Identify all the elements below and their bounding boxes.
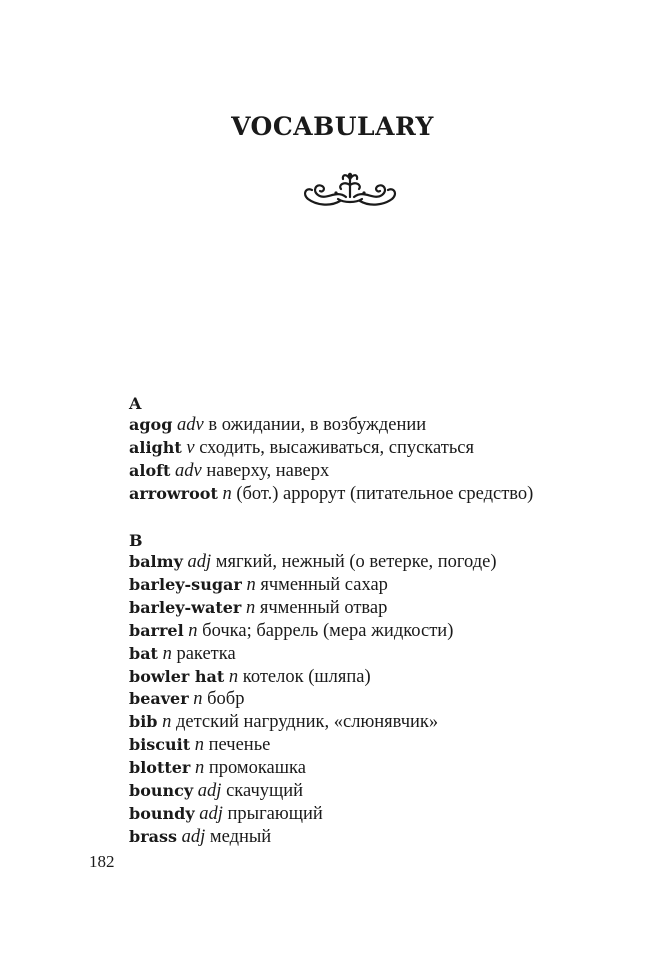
list-item <box>129 574 497 597</box>
list-item <box>129 414 533 437</box>
entry-translation: (бот.) аррорут (питательное средство) <box>236 483 534 504</box>
entry-translation: ячменный отвар <box>259 597 388 618</box>
list-item <box>129 460 533 483</box>
list-item <box>129 666 497 689</box>
entry-word: blotter <box>129 758 191 778</box>
entry-pos: adj <box>181 826 206 847</box>
section-a-entries <box>129 414 533 506</box>
entry-pos: n <box>162 712 172 733</box>
entry-pos: n <box>228 666 239 687</box>
list-item <box>129 688 497 711</box>
entry-word: biscuit <box>129 735 191 755</box>
list-item <box>129 643 497 666</box>
entry-translation: скачущий <box>226 781 304 802</box>
section-letter-b: B <box>129 531 143 550</box>
entry-word: boundy <box>129 803 195 823</box>
page-number: 182 <box>89 852 115 871</box>
entry-pos: n <box>162 643 172 664</box>
entry-pos: n <box>193 689 203 710</box>
section-letter-a: A <box>129 394 142 413</box>
entry-pos: n <box>194 758 205 779</box>
section-b-entries <box>129 551 497 849</box>
entry-translation: ячменный сахар <box>260 574 388 595</box>
entry-pos: n <box>188 620 198 641</box>
entry-translation: медный <box>209 826 272 847</box>
list-item <box>129 597 497 620</box>
list-item <box>129 826 497 849</box>
entry-word: bat <box>129 643 158 663</box>
entry-pos: adv <box>175 460 202 481</box>
entry-pos: n <box>194 735 204 756</box>
entry-pos: n <box>245 597 256 618</box>
entry-word: arrowroot <box>129 483 218 503</box>
entry-word: alight <box>129 437 182 457</box>
entry-pos: v <box>186 437 195 458</box>
entry-word: bouncy <box>129 781 194 801</box>
entry-translation: бобр <box>207 689 245 710</box>
entry-translation: наверху, наверх <box>206 460 330 481</box>
entry-word: barrel <box>129 620 184 640</box>
entry-word: balmy <box>129 552 183 571</box>
entry-translation: мягкий, нежный (о ветерке, погоде) <box>215 552 497 572</box>
list-item <box>129 551 497 574</box>
list-item <box>129 437 533 460</box>
entry-translation: в ожидании, в возбуждении <box>208 415 427 435</box>
list-item <box>129 803 497 826</box>
entry-word: bib <box>129 712 158 732</box>
entry-translation: прыгающий <box>227 803 323 824</box>
entry-pos: adj <box>199 803 223 824</box>
page-title: VOCABULARY <box>231 112 434 141</box>
list-item <box>129 620 497 643</box>
entry-word: bowler hat <box>129 666 225 686</box>
list-item <box>129 780 497 803</box>
entry-pos: adj <box>187 552 212 572</box>
floral-ornament-icon <box>296 167 404 211</box>
entry-word: aloft <box>129 460 171 480</box>
entry-translation: детский нагрудник, «слюнявчик» <box>175 712 439 733</box>
list-item <box>129 757 497 780</box>
entry-translation: печенье <box>208 735 271 756</box>
list-item <box>129 483 533 506</box>
entry-translation: промокашка <box>208 758 306 779</box>
list-item <box>129 734 497 757</box>
entry-word: brass <box>129 826 177 846</box>
entry-word: agog <box>129 415 173 434</box>
entry-word: barley-sugar <box>129 574 242 594</box>
entry-pos: adv <box>177 415 204 435</box>
entry-word: beaver <box>129 689 189 709</box>
entry-translation: котелок (шляпа) <box>242 666 371 687</box>
list-item <box>129 711 497 734</box>
entry-translation: сходить, высаживаться, спускаться <box>199 437 474 458</box>
entry-pos: n <box>222 483 232 504</box>
entry-word: barley-water <box>129 597 242 617</box>
entry-pos: n <box>246 574 256 595</box>
entry-translation: бочка; баррель (мера жидкости) <box>202 620 454 641</box>
entry-translation: ракетка <box>176 643 236 664</box>
entry-pos: adj <box>197 781 222 802</box>
